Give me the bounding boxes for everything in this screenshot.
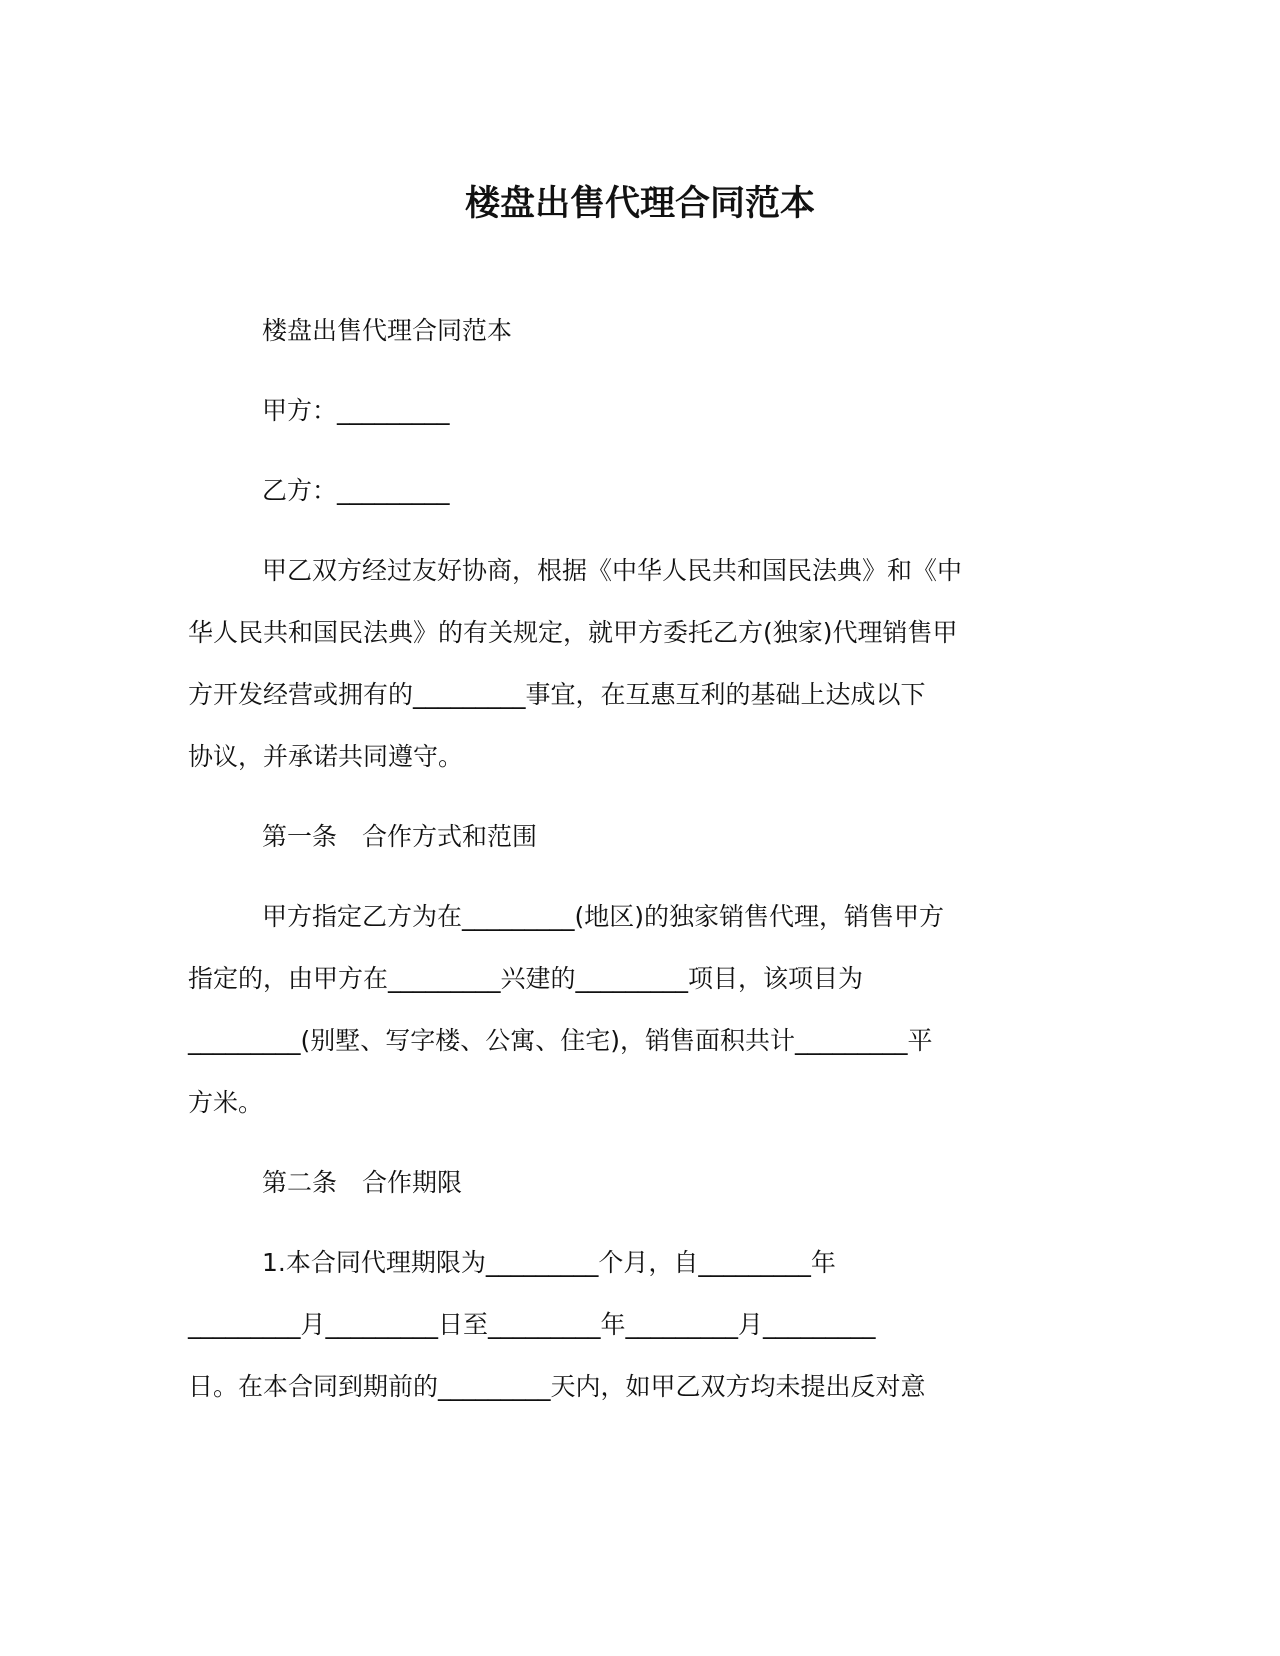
text-line: 日。在本合同到期前的_________天内，如甲乙双方均未提出反对意 [188, 1372, 926, 1401]
text-line: 方开发经营或拥有的_________事宜，在互惠互利的基础上达成以下 [188, 680, 926, 709]
text-line: 协议，并承诺共同遵守。 [188, 742, 464, 771]
text-line: _________月_________日至_________年_________月_________ [188, 1310, 876, 1339]
text-line: 乙方：_________ [262, 476, 450, 505]
text-line: 方米。 [188, 1088, 264, 1117]
document-body [188, 310, 1108, 1446]
paragraph-article-2-heading [188, 1162, 1108, 1224]
text-line: 华人民共和国民法典》的有关规定，就甲方委托乙方(独家)代理销售甲 [188, 618, 958, 647]
document-title: 楼盘出售代理合同范本 [464, 184, 815, 224]
text-line: 第二条 合作期限 [262, 1168, 463, 1197]
text-line: 1.本合同代理期限为_________个月，自_________年 [262, 1248, 836, 1277]
text-line: 楼盘出售代理合同范本 [262, 316, 513, 345]
text-line: 甲乙双方经过友好协商，根据《中华人民共和国民法典》和《中 [262, 556, 963, 585]
paragraph-preamble [188, 550, 1108, 798]
paragraph-subtitle [188, 310, 1108, 372]
text-line: 指定的，由甲方在_________兴建的_________项目，该项目为 [188, 964, 864, 993]
text-line: 第一条 合作方式和范围 [262, 822, 538, 851]
paragraph-article-2-item-1 [188, 1242, 1108, 1428]
text-line: 甲方：_________ [262, 396, 450, 425]
paragraph-article-1-heading [188, 816, 1108, 878]
paragraph-article-1-text [188, 896, 1108, 1144]
paragraph-party-b [188, 470, 1108, 532]
paragraph-party-a [188, 390, 1108, 452]
text-line: 甲方指定乙方为在_________(地区)的独家销售代理，销售甲方 [262, 902, 945, 931]
text-line: _________(别墅、写字楼、公寓、住宅)，销售面积共计_________平 [188, 1026, 933, 1055]
